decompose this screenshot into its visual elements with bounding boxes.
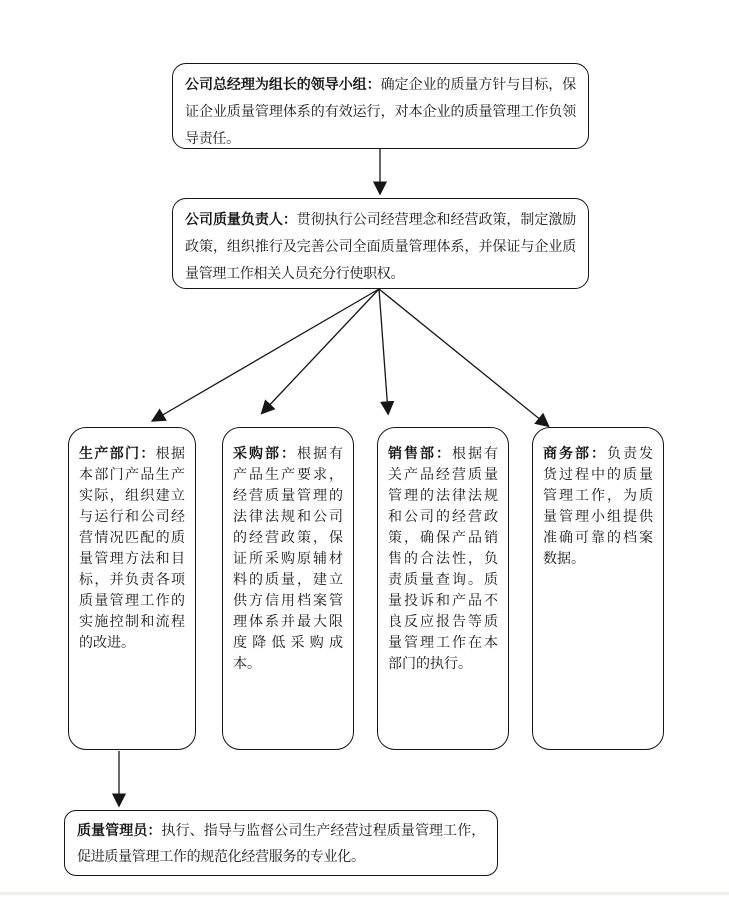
node-quality-admin — [64, 810, 498, 876]
node-quality-head-text — [185, 207, 576, 288]
node-sales-label: 销售部： — [388, 446, 452, 462]
node-leadership-body: 确定企业的质量方针与目标，保证企业质量管理体系的有效运行，对本企业的质量管理工作负领导责任。 — [185, 77, 576, 147]
node-production-label: 生产部门： — [79, 446, 156, 462]
node-leadership — [172, 63, 589, 149]
node-commerce-text — [543, 444, 653, 570]
node-leadership-text — [185, 72, 576, 153]
arrow-quality-head-to-production — [154, 289, 379, 420]
arrow-quality-head-to-sales — [379, 289, 388, 412]
node-production-text — [79, 444, 185, 654]
node-sales-body: 根据有关产品经营质量管理的法律法规和公司的经营政策，确保产品销售的合法性，负责质量查询。质量投诉和产品不良反应报告等质量管理工作在本部门的执行。 — [388, 446, 498, 672]
node-quality-admin-label: 质量管理员： — [77, 823, 162, 839]
arrow-quality-head-to-purchasing — [263, 289, 379, 412]
node-quality-head-body: 贯彻执行公司经营理念和经营政策，制定激励政策，组织推行及完善公司全面质量管理体系，并保证与企业质量管理工作相关人员充分行使职权。 — [185, 212, 576, 282]
node-commerce — [532, 427, 664, 750]
node-commerce-body: 负责发货过程中的质量管理工作，为质量管理小组提供准确可靠的档案数据。 — [543, 446, 653, 567]
node-quality-admin-body: 执行、指导与监督公司生产经营过程质量管理工作，促进质量管理工作的规范化经营服务的专业化。 — [77, 823, 485, 865]
node-sales — [377, 427, 509, 750]
page-bottom-scan-shade — [0, 892, 729, 895]
node-sales-text — [388, 444, 498, 675]
node-leadership-label: 公司总经理为组长的领导小组： — [185, 77, 381, 93]
arrow-quality-head-to-commerce — [379, 289, 547, 425]
node-production — [68, 427, 196, 750]
node-commerce-label: 商务部： — [543, 446, 607, 462]
node-quality-head-label: 公司质量负责人： — [185, 212, 297, 228]
node-purchasing — [222, 427, 354, 750]
node-purchasing-label: 采购部： — [233, 446, 297, 462]
node-quality-head — [172, 198, 589, 289]
node-production-body: 根据本部门产品生产实际，组织建立与运行和公司经营情况匹配的质量管理方法和目标，并负责各项质量管理工作的实施控制和流程的改进。 — [79, 446, 186, 651]
node-purchasing-body: 根据有产品生产要求，经营质量管理的法律法规和公司的经营政策，保证所采购原辅材料的质量，建立供方信用档案管理体系并最大限度降低采购成本。 — [233, 446, 343, 672]
node-purchasing-text — [233, 444, 343, 675]
node-quality-admin-text — [77, 818, 485, 870]
